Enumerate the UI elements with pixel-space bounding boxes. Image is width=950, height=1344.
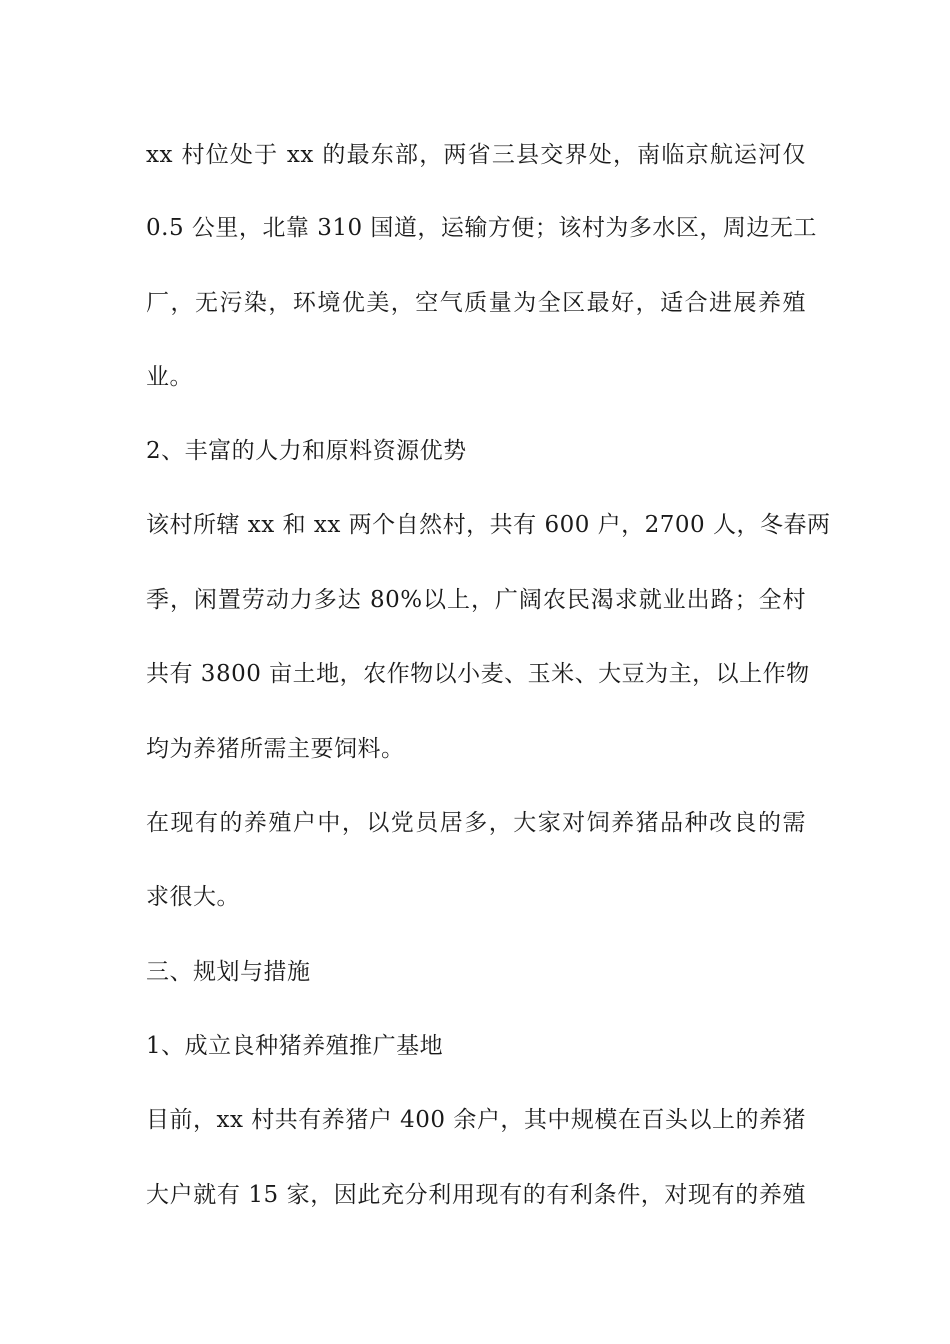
paragraph-line: 业。 xyxy=(146,364,193,390)
paragraph-line: 季，闲置劳动力多达 80%以上，广阔农民渴求就业出路；全村 xyxy=(146,587,806,613)
paragraph-line: 在现有的养殖户中，以党员居多，大家对饲养猪品种改良的需 xyxy=(146,810,806,836)
section-heading: 2、丰富的人力和原料资源优势 xyxy=(146,438,467,464)
paragraph-line: xx 村位处于 xx 的最东部，两省三县交界处，南临京航运河仅 xyxy=(146,142,806,168)
paragraph-line: 目前，xx 村共有养猪户 400 余户，其中规模在百头以上的养猪 xyxy=(146,1107,806,1133)
section-heading: 三、规划与措施 xyxy=(146,959,311,985)
section-heading: 1、成立良种猪养殖推广基地 xyxy=(146,1033,444,1059)
paragraph-line: 均为养猪所需主要饲料。 xyxy=(146,736,405,762)
paragraph-line: 0.5 公里，北靠 310 国道，运输方便；该村为多水区，周边无工 xyxy=(146,215,817,241)
paragraph-line: 求很大。 xyxy=(146,884,240,910)
paragraph-line: 大户就有 15 家，因此充分利用现有的有利条件，对现有的养殖 xyxy=(146,1182,806,1208)
paragraph-line: 厂，无污染，环境优美，空气质量为全区最好，适合进展养殖 xyxy=(146,290,806,316)
paragraph-line: 该村所辖 xx 和 xx 两个自然村，共有 600 户，2700 人，冬春两 xyxy=(146,512,831,538)
paragraph-line: 共有 3800 亩土地，农作物以小麦、玉米、大豆为主，以上作物 xyxy=(146,661,810,687)
